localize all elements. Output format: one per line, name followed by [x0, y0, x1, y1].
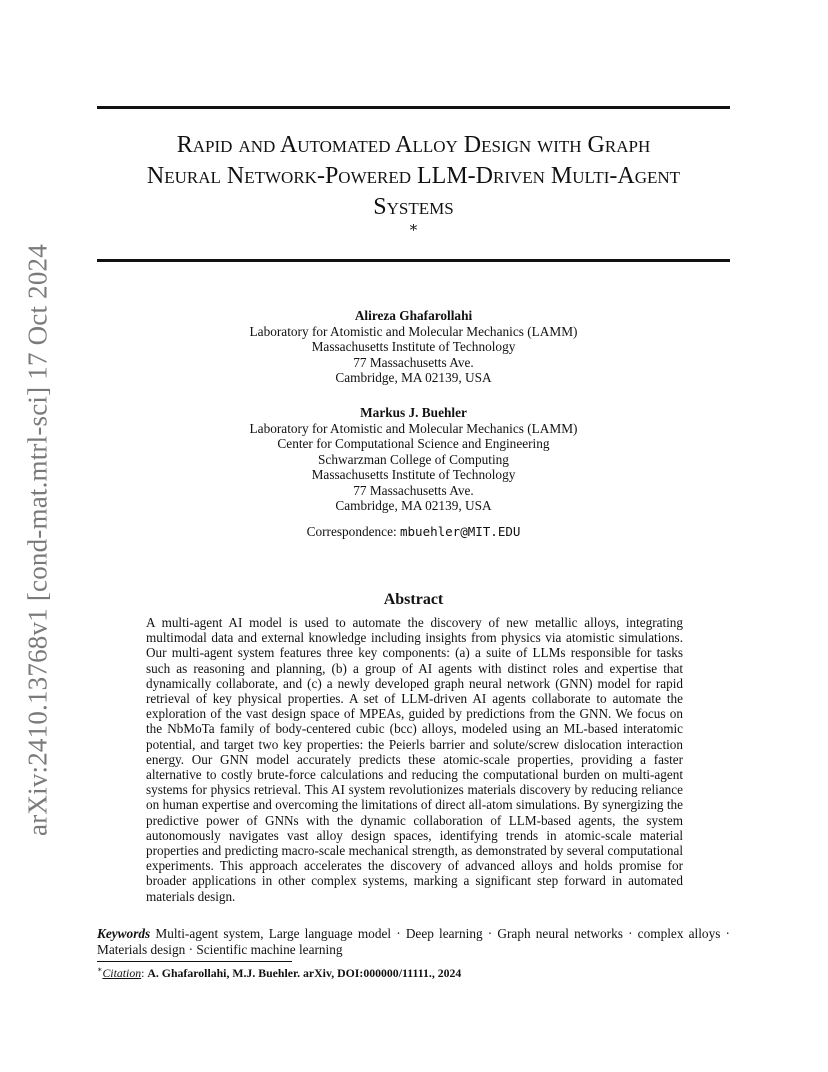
author-name: Alireza Ghafarollahi: [354, 308, 473, 323]
paper-title-line-3: Systems: [373, 194, 454, 220]
citation-footnote: [97, 963, 730, 980]
correspondence-line: [97, 524, 730, 540]
paper-title-line-1: Rapid and Automated Alloy Design with Graph: [176, 132, 651, 158]
citation-colon: :: [141, 965, 145, 980]
correspondence-email-link[interactable]: mbuehler@MIT.EDU: [400, 524, 521, 539]
paper-title: [97, 130, 730, 223]
arxiv-identifier-sidebar: [18, 240, 58, 840]
keywords-line: [97, 926, 730, 957]
footnote-rule: [97, 961, 292, 962]
footnote-mark: ∗: [97, 965, 103, 974]
affiliation-line: Center for Computational Science and Engineering: [277, 436, 550, 451]
correspondence-label: Correspondence:: [306, 524, 397, 539]
affiliation-line: Cambridge, MA 02139, USA: [335, 498, 492, 513]
keywords-label: Keywords: [97, 926, 151, 941]
affiliation-line: Massachusetts Institute of Technology: [311, 467, 516, 482]
arxiv-identifier-text: arXiv:2410.13768v1 [cond-mat.mtrl-sci] 17 Oct 2024: [22, 244, 53, 836]
affiliation-line: Massachusetts Institute of Technology: [311, 339, 516, 354]
title-top-rule: [97, 106, 730, 109]
affiliation-line: Cambridge, MA 02139, USA: [335, 370, 492, 385]
affiliation-line: 77 Massachusetts Ave.: [353, 354, 474, 370]
affiliation-line: Schwarzman College of Computing: [318, 451, 509, 467]
citation-text: A. Ghafarollahi, M.J. Buehler. arXiv, DOI:000000/11111., 2024: [147, 965, 462, 980]
affiliation-line: 77 Massachusetts Ave.: [353, 482, 474, 498]
paper-title-line-2: Neural Network-Powered LLM-Driven Multi-Agent: [146, 163, 681, 189]
author-block-buehler: [97, 405, 730, 514]
keywords-text: Multi-agent system, Large language model · Deep learning · Graph neural networks · complex alloys · Materials design · Scientific machine learning: [97, 926, 730, 957]
affiliation-line: Laboratory for Atomistic and Molecular Mechanics (LAMM): [249, 323, 578, 339]
citation-label: Citation: [102, 965, 142, 980]
affiliation-line: Laboratory for Atomistic and Molecular Mechanics (LAMM): [249, 420, 578, 436]
title-bottom-rule: [97, 259, 730, 262]
abstract-heading: Abstract: [383, 591, 444, 608]
author-name: Markus J. Buehler: [360, 405, 467, 420]
title-footnote-mark: ∗: [408, 220, 419, 236]
abstract-text: A multi-agent AI model is used to automate the discovery of new metallic alloys, integrating multimodal data and external knowledge including insights from physics via atomistic simulations. Our multi-agent system features three key components: (a) a suite of LLMs responsible for tasks such as reasoning and planning, (b) a group of AI agents with distinct roles and expertise that dynamically collaborate, and (c) a newly developed graph neural network (GNN) model for rapid retrieval of key physical properties. A set of LLM-driven AI agents collaborate to automate the exploration of the vast design space of MPEAs, guided by predictions from the GNN. We focus on the NbMoTa family of body-centered cubic (bcc) alloys, modeled using an ML-based interatomic potential, and target two key properties: the Peierls barrier and solute/screw dislocation interaction energy. Our GNN model accurately predicts these atomic-scale properties, providing a faster alternative to costly brute-force calculations and reducing the computational burden on multi-agent systems for physics retrieval. This AI system revolutionizes materials discovery by reducing reliance on human expertise and overcoming the limitations of direct all-atom simulations. By synergizing the predictive power of GNNs with the dynamic collaboration of LLM-based agents, the system autonomously navigates vast alloy design spaces, identifying trends in atomic-scale material properties and predicting macro-scale mechanical strength, as demonstrated by several computational experiments. This approach accelerates the discovery of advanced alloys and holds promise for broader applications in other complex systems, marking a significant step forward in automated materials design.: [146, 615, 683, 904]
author-block-ghafarollahi: [97, 308, 730, 386]
